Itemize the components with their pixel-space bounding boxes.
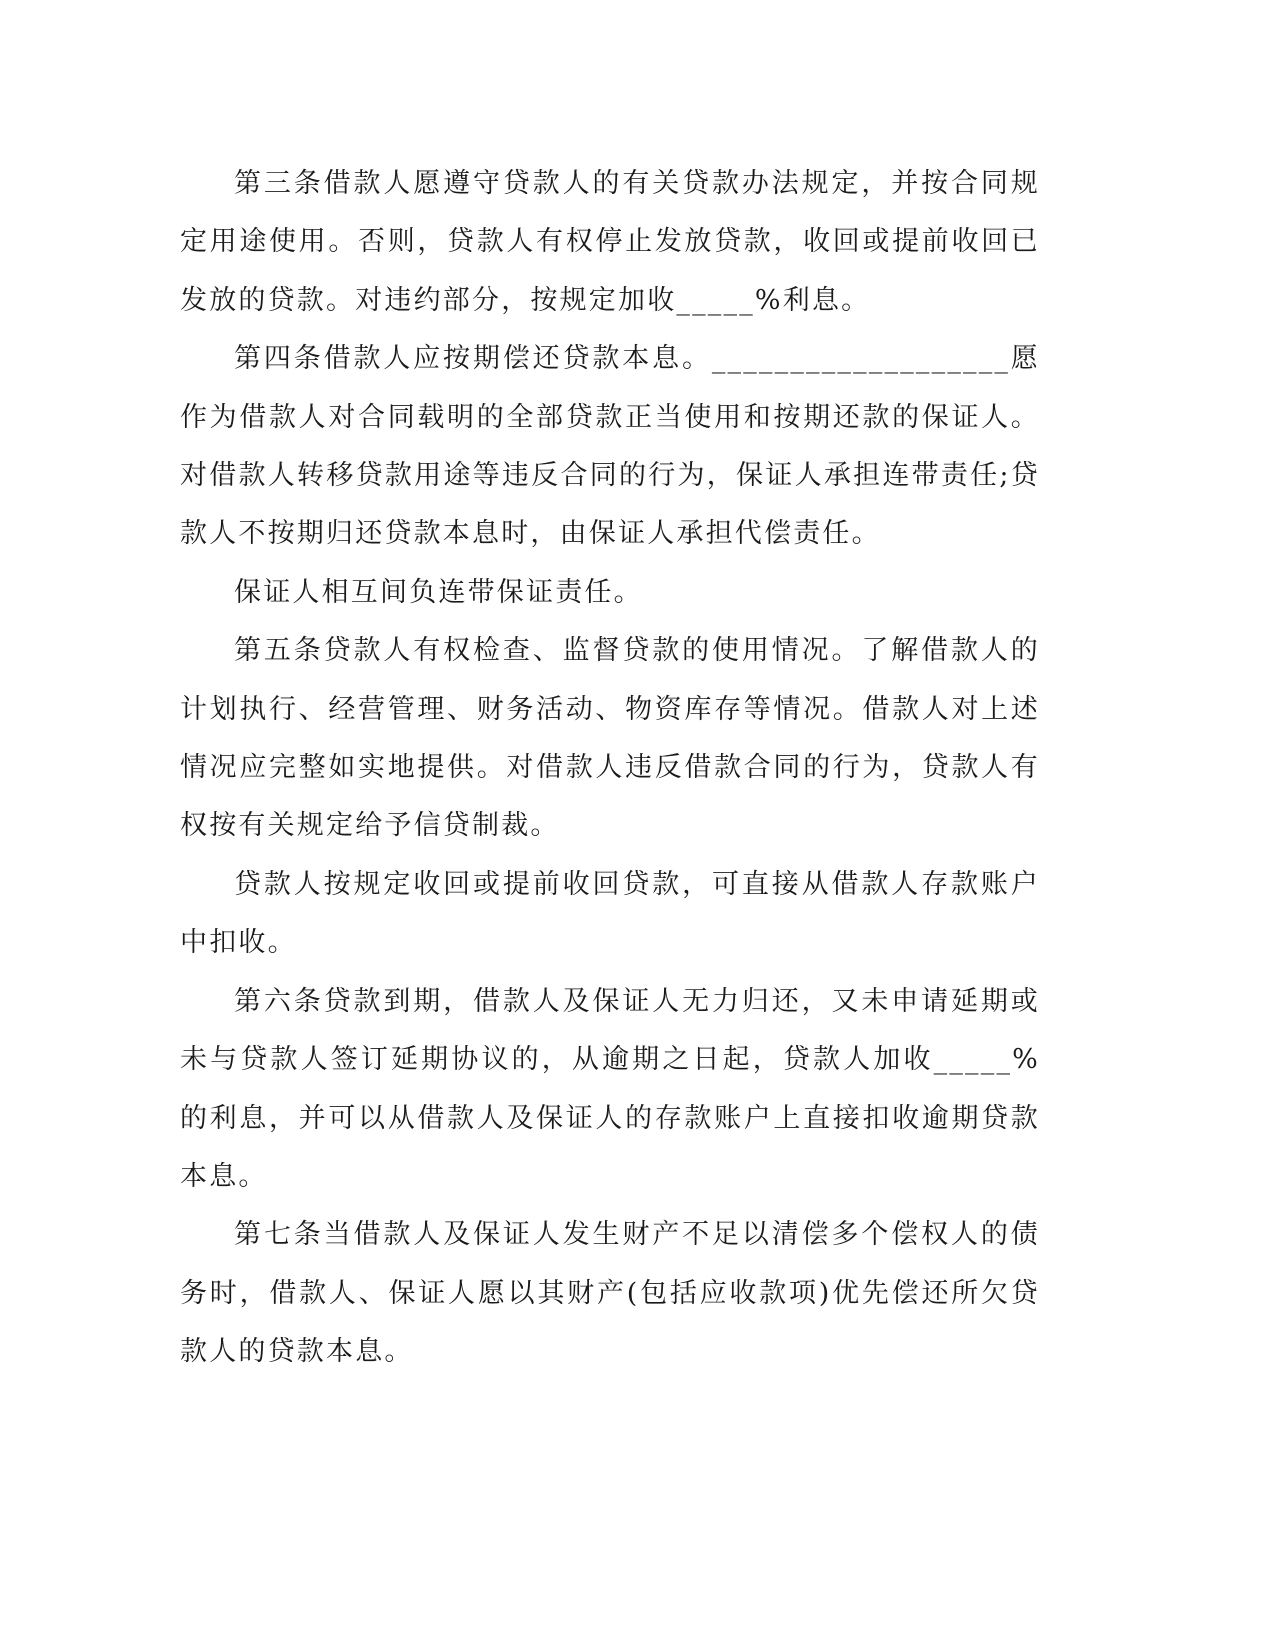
paragraph-article-5: 第五条贷款人有权检查、监督贷款的使用情况。了解借款人的计划执行、经营管理、财务活动、物资库存等情况。借款人对上述情况应完整如实地提供。对借款人违反借款合同的行为，贷款人有权按有关规定给予信贷制裁。 (180, 635, 1040, 842)
paragraph-article-6: 第六条贷款到期，借款人及保证人无力归还，又未申请延期或未与贷款人签订延期协议的，从逾期之日起，贷款人加收_____%的利息，并可以从借款人及保证人的存款账户上直接扣收逾期贷款本息。 (180, 985, 1040, 1192)
paragraph-article-3: 第三条借款人愿遵守贷款人的有关贷款办法规定，并按合同规定用途使用。否则，贷款人有权停止发放贷款，收回或提前收回已发放的贷款。对违约部分，按规定加收_____%利息。 (180, 168, 1040, 316)
document-body (180, 155, 1040, 1382)
paragraph-article-4: 第四条借款人应按期偿还贷款本息。___________________愿作为借款人对合同载明的全部贷款正当使用和按期还款的保证人。对借款人转移贷款用途等违反合同的行为，保证人承担连带责任;贷款人不按期归还贷款本息时，由保证人承担代偿责任。 (180, 343, 1040, 550)
paragraph-loan-recovery: 贷款人按规定收回或提前收回贷款，可直接从借款人存款账户中扣收。 (180, 868, 1040, 959)
paragraph-article-7: 第七条当借款人及保证人发生财产不足以清偿多个偿权人的债务时，借款人、保证人愿以其财产(包括应收款项)优先偿还所欠贷款人的贷款本息。 (180, 1219, 1040, 1368)
paragraph-guarantor-liability: 保证人相互间负连带保证责任。 (234, 576, 643, 608)
